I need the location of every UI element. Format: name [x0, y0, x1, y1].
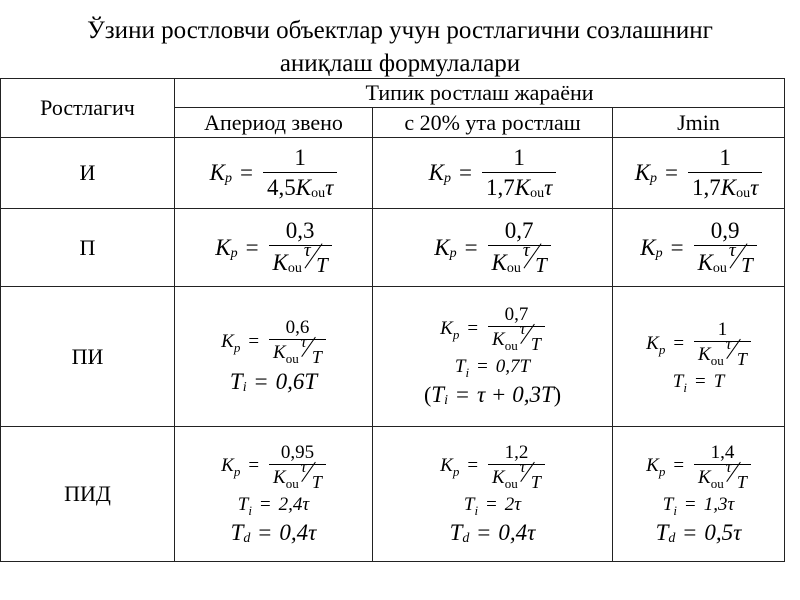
formula-cell: [613, 287, 785, 427]
row-label: П: [1, 209, 175, 287]
formula-cell: [613, 427, 785, 562]
ti-alt-value: τ + 0,3T: [476, 382, 554, 407]
header-aperiodic: Апериод звено: [175, 108, 373, 138]
ti-alt-formula: ( T i = τ + 0,3T ): [423, 382, 562, 408]
kp-formula: K p = 1,2 K ou τ T: [440, 443, 545, 490]
title-line-1: Ўзини ростловчи объектлар учун ростлагични созлашнинг: [87, 17, 713, 44]
td-value: 0,4τ: [498, 519, 536, 545]
ti-formula: T i = 0,7T: [454, 356, 531, 380]
den-coef: 1,7: [486, 174, 515, 200]
ti-value: 2,4τ: [278, 493, 310, 515]
numerator: 1: [717, 319, 728, 340]
kp-formula: K p = 1 K ou τ T: [646, 320, 751, 367]
numerator: 1: [294, 144, 306, 170]
formula-cell: [373, 287, 613, 427]
kp-formula: K p = 0,3 K ou τ T: [215, 218, 332, 277]
ti-formula: T i = 2,4τ: [237, 493, 310, 518]
kp-formula: K p = 1 1,7 K ou τ: [429, 145, 557, 202]
td-value: 0,4τ: [279, 519, 317, 545]
formula-cell: [175, 138, 373, 209]
td-value: 0,5τ: [704, 519, 742, 545]
ti-value: 0,7T: [495, 356, 531, 377]
numerator: 1,2: [504, 441, 529, 463]
numerator: 1: [719, 144, 731, 170]
title-line-2: аниқлаш формулалари: [279, 50, 521, 77]
numerator: 0,3: [285, 218, 315, 243]
numerator: 0,7: [504, 218, 534, 243]
td-formula: T d = 0,4τ: [230, 519, 317, 546]
table-row-pi: [1, 287, 785, 427]
table-row-i: [1, 138, 785, 209]
row-label: ПИД: [1, 427, 175, 562]
ti-formula: T i = 2τ: [463, 493, 522, 518]
header-process-group: Типик ростлаш жараёни: [175, 79, 785, 108]
kp-formula: K p = 0,9 K ou τ T: [640, 218, 757, 277]
ti-formula: T i = 0,6T: [229, 369, 318, 395]
header-regulator: Ростлагич: [1, 79, 175, 138]
numerator: 0,6: [285, 317, 310, 338]
formula-cell: [175, 287, 373, 427]
numerator: 0,9: [710, 218, 740, 243]
tuning-formulas-table: [0, 78, 785, 562]
header-jmin: Jmin: [613, 108, 785, 138]
td-formula: T d = 0,4τ: [449, 519, 536, 546]
ti-value: 2τ: [504, 493, 522, 515]
kp-formula: K p = 1,4 K ou τ T: [646, 443, 751, 490]
kp-formula: K p = 1 1,7 K ou τ: [635, 145, 763, 202]
formula-cell: [175, 427, 373, 562]
numerator: 1,4: [710, 441, 735, 463]
kp-formula: K p = 0,7 K ou τ T: [434, 218, 551, 277]
formula-cell: [175, 209, 373, 287]
ti-value: 1,3τ: [703, 493, 735, 515]
slide-title: [0, 14, 800, 80]
formula-cell: [613, 138, 785, 209]
kp-formula: K p = 0,6 K ou τ T: [221, 318, 326, 365]
table-row-pid: [1, 427, 785, 562]
row-label: ПИ: [1, 287, 175, 427]
kp-formula: K p = 1 4,5 K ou τ: [210, 145, 338, 202]
table-row-p: [1, 209, 785, 287]
den-coef: 4,5: [267, 174, 296, 200]
formula-cell: [373, 138, 613, 209]
formula-cell: [373, 427, 613, 562]
kp-formula: K p = 0,95 K ou τ T: [221, 443, 326, 490]
kp-formula: K p = 0,7 K ou τ T: [440, 305, 545, 352]
den-coef: 1,7: [692, 174, 721, 200]
row-label: И: [1, 138, 175, 209]
numerator: 1: [513, 144, 525, 170]
ti-value: 0,6T: [275, 369, 318, 394]
ti-formula: T i = 1,3τ: [662, 493, 735, 518]
header-overshoot-20: с 20% ута ростлаш: [373, 108, 613, 138]
ti-value: T: [713, 371, 725, 392]
numerator: 0,95: [280, 441, 315, 463]
formula-cell: [373, 209, 613, 287]
td-formula: T d = 0,5τ: [655, 519, 742, 546]
ti-formula: T i = T: [672, 371, 725, 395]
numerator: 0,7: [504, 304, 529, 325]
formula-cell: [613, 209, 785, 287]
